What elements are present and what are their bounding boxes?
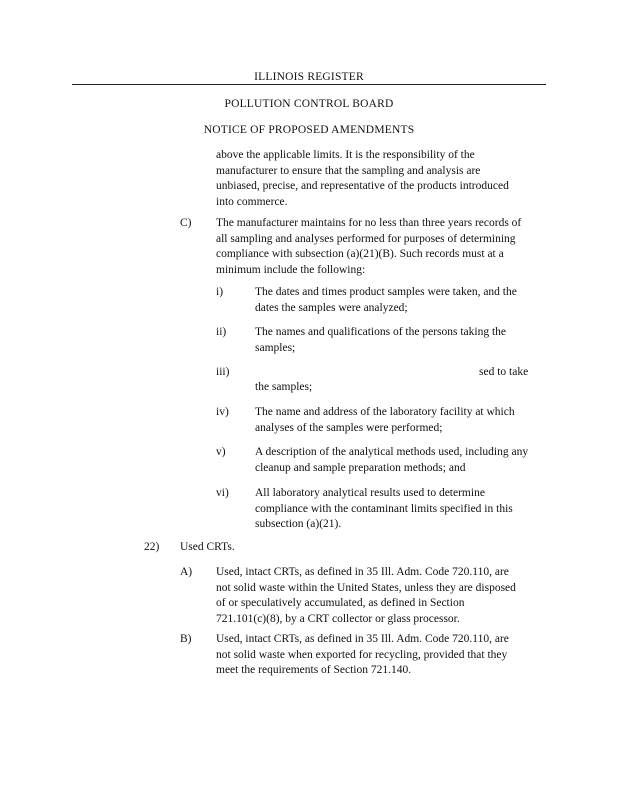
subitem-v-text <box>255 445 528 476</box>
text-line: compliance with the contaminant limits specified in this <box>255 502 513 515</box>
item-22-title: Used CRTs. <box>180 541 235 553</box>
text-line: dates the samples were analyzed; <box>255 301 408 314</box>
subitem-iv-text <box>255 405 515 436</box>
text-line: All laboratory analytical results used to determine <box>255 487 485 499</box>
subitem-iii-fragment: sed to take <box>479 366 529 378</box>
subitem-v-label: v) <box>216 446 226 458</box>
item-22a-text <box>216 565 516 627</box>
item-22-label: 22) <box>144 541 160 553</box>
text-line: The dates and times product samples were taken, and the <box>255 286 517 298</box>
text-line: meet the requirements of Section 721.140. <box>216 664 412 676</box>
item-22a-label: A) <box>180 566 193 578</box>
text-line: above the applicable limits. It is the responsibility of the <box>216 149 475 161</box>
text-line: samples; <box>255 341 296 354</box>
text-line: The manufacturer maintains for no less than three years records of <box>216 217 522 229</box>
text-line: cleanup and sample preparation methods; and <box>255 461 466 474</box>
text-line: analyses of the samples were performed; <box>255 421 443 434</box>
text-line: manufacturer to ensure that the sampling and analysis are <box>216 164 481 177</box>
text-line: The name and address of the laboratory facility at which <box>255 406 515 418</box>
register-title: ILLINOIS REGISTER <box>254 71 364 83</box>
subitem-ii-label: ii) <box>216 326 227 338</box>
text-line: 721.101(c)(8), by a CRT collector or glass processor. <box>216 612 460 625</box>
subitem-iii-text: the samples; <box>255 381 313 393</box>
notice-title: NOTICE OF PROPOSED AMENDMENTS <box>203 124 415 136</box>
text-line: Used, intact CRTs, as defined in 35 Ill. Adm. Code 720.110, are <box>216 566 509 578</box>
board-title: POLLUTION CONTROL BOARD <box>224 98 394 110</box>
item-c-text <box>216 216 521 278</box>
text-line: minimum include the following: <box>216 263 366 276</box>
text-line: not solid waste when exported for recycling, provided that they <box>216 648 508 661</box>
item-22b-text <box>216 632 509 679</box>
text-line: all sampling and analyses performed for purposes of determining <box>216 232 516 245</box>
continuation-paragraph <box>216 148 509 210</box>
subitem-iv-label: iv) <box>216 406 229 418</box>
text-line: of or speculatively accumulated, as defined in Section <box>216 597 465 609</box>
item-c-label: C) <box>180 217 192 229</box>
text-line: subsection (a)(21). <box>255 518 342 530</box>
text-line: into commerce. <box>216 195 288 208</box>
header-rule <box>72 84 546 85</box>
text-line: unbiased, precise, and representative of the products introduced <box>216 180 509 192</box>
subitem-ii-text <box>255 325 506 356</box>
item-22b-label: B) <box>180 633 192 645</box>
text-line: A description of the analytical methods used, including any <box>255 446 529 458</box>
subitem-i-text <box>255 285 517 316</box>
text-line: Used, intact CRTs, as defined in 35 Ill. Adm. Code 720.110, are <box>216 633 509 645</box>
text-line: compliance with subsection (a)(21)(B). Such records must at a <box>216 248 504 260</box>
subitem-vi-label: vi) <box>216 487 229 499</box>
text-line: not solid waste within the United States, unless they are disposed <box>216 581 516 594</box>
text-line: The names and qualifications of the persons taking the <box>255 326 507 338</box>
subitem-vi-text <box>255 486 513 533</box>
subitem-iii-label: iii) <box>216 366 230 378</box>
subitem-i-label: i) <box>216 286 224 298</box>
